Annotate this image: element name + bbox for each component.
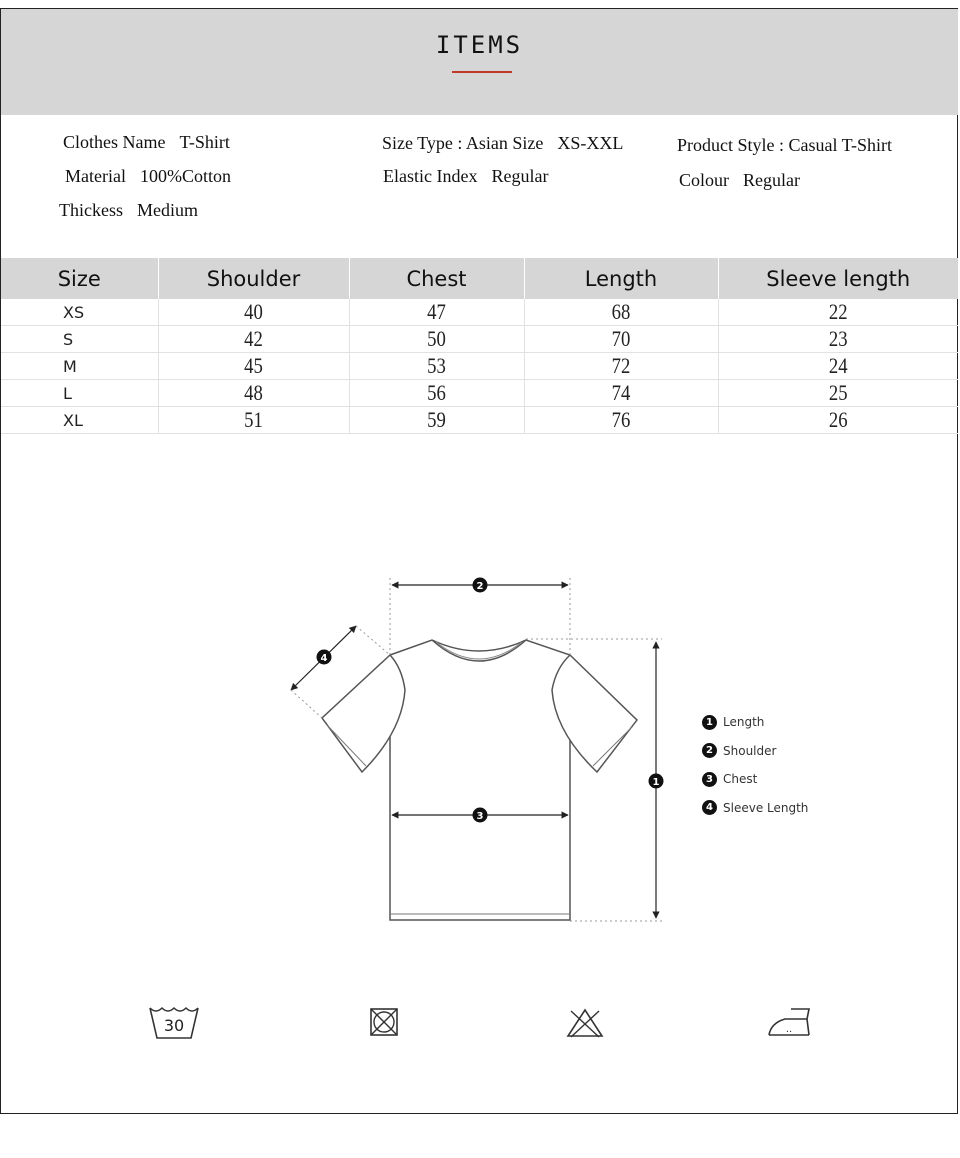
legend-item-sleeve-length (702, 794, 808, 823)
no-tumble-dry-icon (369, 1007, 399, 1037)
shoulder-cell: 40 (172, 299, 334, 326)
sleeve-length-cell: 25 (736, 380, 940, 407)
legend-label: Chest (723, 772, 758, 787)
table-row (1, 353, 958, 380)
page-title: ITEMS (435, 31, 524, 59)
length-cell: 76 (539, 407, 704, 434)
legend-item-chest (702, 765, 808, 794)
length-cell: 70 (539, 326, 704, 353)
marker-shoulder (473, 578, 488, 593)
size-cell: S (1, 326, 158, 353)
wash-30-icon (148, 1004, 200, 1042)
spec-value: T-Shirt (179, 132, 230, 152)
legend-number: 3 (702, 772, 717, 787)
shoulder-cell: 45 (172, 353, 334, 380)
chest-cell: 50 (362, 326, 511, 353)
column-header-chest: Chest (349, 258, 524, 299)
table-row (1, 407, 958, 434)
legend-item-shoulder (702, 737, 808, 766)
spec-label: Elastic Index (383, 166, 478, 186)
no-bleach-icon (566, 1008, 604, 1038)
spec-elastic-index (383, 166, 548, 187)
table-header-row (1, 258, 958, 299)
sleeve-length-cell: 23 (736, 326, 940, 353)
iron-low-icon (767, 1005, 813, 1039)
marker-label: 4 (320, 653, 328, 664)
sleeve-length-cell: 26 (736, 407, 940, 434)
table-row (1, 326, 958, 353)
legend-label: Length (723, 715, 765, 730)
sleeve-length-cell: 24 (736, 353, 940, 380)
spec-label: Colour (679, 170, 730, 190)
tshirt-measurement-diagram (280, 570, 680, 930)
tshirt-outline (390, 640, 570, 920)
marker-sleeve-length (317, 650, 332, 665)
spec-product-style (677, 135, 892, 156)
spec-label: Product Style : Casual T-Shirt (677, 135, 893, 155)
legend-item-length (702, 708, 808, 737)
marker-label: 1 (652, 777, 660, 788)
spec-value: Regular (743, 170, 800, 190)
spec-thickness (59, 200, 198, 221)
length-cell: 72 (539, 353, 704, 380)
spec-label: Material (65, 166, 126, 186)
table-row (1, 380, 958, 407)
size-cell: XL (1, 407, 158, 434)
chest-cell: 47 (362, 299, 511, 326)
chest-cell: 56 (362, 380, 511, 407)
spec-label: Clothes Name (63, 132, 166, 152)
chest-cell: 53 (362, 353, 511, 380)
marker-length (649, 774, 664, 789)
iron-dots: .. (785, 1024, 793, 1035)
marker-label: 3 (476, 811, 484, 822)
title-underline (452, 71, 512, 73)
size-cell: M (1, 353, 158, 380)
spec-clothes-name (63, 132, 230, 153)
wash-temperature: 30 (163, 1016, 185, 1035)
shoulder-cell: 42 (172, 326, 334, 353)
spec-label: Size Type : Asian Size (382, 133, 544, 153)
spec-label: Thickess (59, 200, 123, 220)
column-header-sleeve-length: Sleeve length (718, 258, 958, 299)
header-bar (1, 9, 958, 115)
legend-label: Shoulder (723, 743, 777, 758)
column-header-size: Size (1, 258, 158, 299)
spec-value: Regular (491, 166, 549, 186)
table-row (1, 299, 958, 326)
measurement-legend (702, 708, 808, 822)
column-header-length: Length (524, 258, 718, 299)
length-cell: 68 (539, 299, 704, 326)
column-header-shoulder: Shoulder (158, 258, 349, 299)
legend-label: Sleeve Length (723, 800, 809, 815)
size-cell: XS (1, 299, 158, 326)
spec-colour (679, 170, 800, 191)
spec-value: 100%Cotton (139, 166, 231, 186)
legend-number: 1 (702, 715, 717, 730)
spec-material (65, 166, 231, 187)
shoulder-cell: 51 (172, 407, 334, 434)
spec-value: Medium (136, 200, 198, 220)
spec-value: XS-XXL (557, 133, 624, 153)
legend-number: 2 (702, 743, 717, 758)
size-chart-table (1, 258, 958, 434)
sleeve-length-cell: 22 (736, 299, 940, 326)
legend-number: 4 (702, 800, 717, 815)
marker-label: 2 (476, 581, 484, 592)
shoulder-cell: 48 (172, 380, 334, 407)
chest-cell: 59 (362, 407, 511, 434)
marker-chest (473, 808, 488, 823)
size-cell: L (1, 380, 158, 407)
length-cell: 74 (539, 380, 704, 407)
spec-size-type (382, 133, 623, 154)
